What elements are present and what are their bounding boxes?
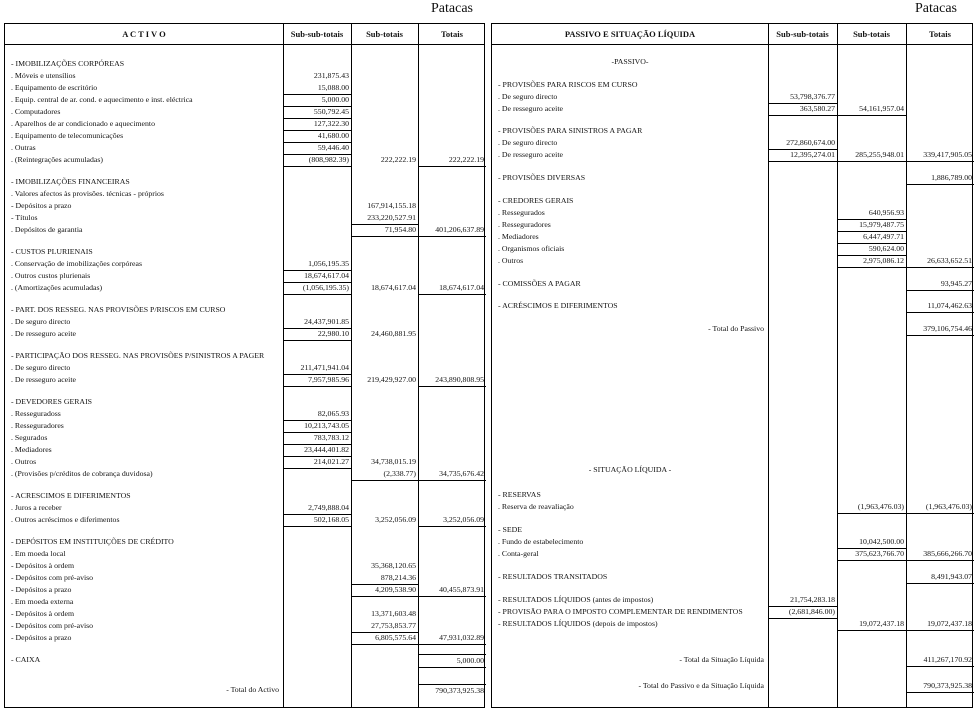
passivo-subsubtotal-value: 363,580.27 [768,103,837,116]
activo-subtotal-value: 13,371,603.48 [371,609,416,618]
activo-row [5,176,484,188]
passivo-row-label: - ACRÉSCIMOS E DIFERIMENTOS [498,301,618,310]
activo-row [5,188,484,200]
passivo-row [492,571,972,583]
activo-row [5,246,484,258]
activo-subsubtotal-value: 82,065.93 [283,408,351,421]
activo-row-label: . Mediadores [11,445,52,454]
passivo-row [492,300,972,312]
passivo-row-label: . De resseguro aceite [498,104,563,113]
activo-row-label: - PARTICIPAÇÃO DOS RESSEG. NAS PROVISÕES P/SINISTROS A PAGER [11,351,265,360]
activo-row-label: - Títulos [11,213,38,222]
activo-row [5,82,484,94]
activo-row [5,584,484,596]
activo-row-label: . Outros [11,457,37,466]
activo-row [5,608,484,620]
activo-row-label: . (Amortizações acumuladas) [11,283,103,292]
activo-row-label: - Depósitos a prazo [11,201,72,210]
passivo-subsubtotal-value: (2,681,846.00) [768,606,837,619]
activo-total-value: 243,890,808.95 [418,374,486,387]
activo-row-label: . Segurados [11,433,48,442]
activo-subsubtotal-value: 127,322.30 [283,118,351,131]
currency-label-right: Patacas [915,1,957,16]
passivo-row [492,137,972,149]
passivo-row-label: . Mediadores [498,232,539,241]
activo-row [5,224,484,236]
passivo-total-value: (1,963,476.03) [906,501,974,514]
activo-row [5,490,484,502]
passivo-row [492,255,972,267]
activo-row [5,58,484,70]
activo-row-label: . Juros a receber [11,503,62,512]
activo-table [4,23,485,708]
activo-header-totais: Totais [441,29,463,39]
activo-row [5,432,484,444]
activo-subsubtotal-value: 7,957,985.96 [283,374,351,387]
activo-header-subsubtotais: Sub-sub-totais [290,29,344,39]
activo-row-label: - Depósitos a prazo [11,633,72,642]
passivo-header-subsubtotais: Sub-sub-totais [776,29,829,39]
activo-subsubtotal-value: 2,749,888.04 [283,502,351,515]
activo-subsubtotal-value: 59,446.40 [283,142,351,155]
activo-subtotal-value: 219,429,927.00 [367,375,416,384]
activo-row-label: . Móveis e utensílios [11,71,76,80]
activo-subtotal-value: 27,753,853.77 [351,620,418,633]
passivo-row [492,464,972,476]
activo-total-value: 18,674,617.04 [418,282,486,295]
activo-subsubtotal-value: 18,674,617.04 [283,270,351,283]
activo-subsubtotal-value: 22,980.10 [283,328,351,341]
activo-row-label: - Depósitos a prazo [11,585,72,594]
activo-total-value: 5,000.00 [418,654,486,668]
passivo-row-label: - RESULTADOS TRANSITADOS [498,572,608,581]
passivo-row-label: . Resseguradores [498,220,551,229]
passivo-subtotal-value: 640,956.93 [837,207,906,220]
activo-row-label: . De resseguro aceite [11,329,76,338]
passivo-header-totais: Totais [929,29,951,39]
activo-subsubtotal-value: (808,982.39) [283,154,351,167]
passivo-row-label: - SITUAÇÃO LÍQUIDA - [588,465,672,474]
currency-label-left: Patacas [431,1,473,16]
activo-row [5,632,484,644]
passivo-row-label: - SEDE [498,525,523,534]
activo-row [5,444,484,456]
activo-row [5,596,484,608]
activo-row-label: - IMOBILIZAÇÕES CORPÓREAS [11,59,125,68]
activo-subsubtotal-value: 211,471,941.04 [283,362,351,375]
activo-header [5,24,484,45]
passivo-total-value: 19,072,437.18 [906,618,974,631]
passivo-header-label: PASSIVO E SITUAÇÃO LÍQUIDA [564,29,696,39]
passivo-row-label: - Total do Passivo e da Situação Líquida [638,681,764,690]
passivo-row [492,548,972,560]
passivo-row-label: - RESULTADOS LÍQUIDOS (antes de impostos) [498,595,654,604]
activo-row [5,94,484,106]
passivo-row [492,536,972,548]
passivo-subsubtotal-value: 272,860,674.00 [768,137,837,150]
passivo-total-value: 339,417,905.05 [906,149,974,162]
passivo-subsubtotal-value: 12,395,274.01 [768,149,837,162]
passivo-row [492,323,972,335]
passivo-row [492,278,972,290]
passivo-row-label: . De seguro directo [498,138,558,147]
activo-total-value: 40,455,873.91 [418,584,486,597]
activo-row-label: - Depósitos com pré-aviso [11,621,94,630]
activo-row [5,396,484,408]
activo-row-label: . Equipamento de telecomunicações [11,131,124,140]
passivo-row [492,654,972,666]
activo-row-label: . Em moeda externa [11,597,74,606]
passivo-total-value: 1,886,789.00 [906,172,974,185]
activo-row-label: - DEVEDORES GERAIS [11,397,92,406]
activo-subsubtotal-value: 15,088.00 [283,82,351,95]
passivo-row [492,489,972,501]
activo-subsubtotal-value: 783,783.12 [283,432,351,445]
passivo-row-label: - COMISSÕES A PAGAR [498,279,581,288]
activo-row-label: . De seguro directo [11,363,71,372]
activo-row [5,212,484,224]
passivo-total-value: 11,074,462.63 [906,300,974,313]
activo-row-label: . (Provisões p/créditos de cobrança duvidosa) [11,469,153,478]
activo-row-label: - Depósitos com pré-aviso [11,573,94,582]
passivo-row-label: - PROVISÕES DIVERSAS [498,173,586,182]
activo-row-label: . Outros acréscimos e diferimentos [11,515,120,524]
activo-row [5,154,484,166]
activo-row-label: . Em moeda local [11,549,66,558]
passivo-row [492,501,972,513]
passivo-total-value: 790,373,925.38 [906,680,974,693]
passivo-row [492,594,972,606]
activo-row-label: . Resseguradoss [11,409,61,418]
passivo-total-value: 26,633,652.51 [906,255,974,268]
passivo-subtotal-value: 10,042,500.00 [837,536,906,549]
activo-row-label: . Conservação de imobilizações corpóreas [11,259,142,268]
passivo-row-label: - RESERVAS [498,490,541,499]
activo-row-label: - CUSTOS PLURIENAIS [11,247,93,256]
passivo-row [492,618,972,630]
activo-row-label: . Valores afectos às provisões. técnicas - próprios [11,189,164,198]
passivo-row [492,680,972,692]
activo-subtotal-value: 71,954.80 [351,224,418,237]
activo-subtotal-value: 18,674,617.04 [371,283,416,292]
passivo-row [492,103,972,115]
activo-row-label: - CAIXA [11,655,41,664]
passivo-total-value: 93,945.27 [906,278,974,291]
passivo-row-label: . Outros [498,256,524,265]
passivo-row [492,219,972,231]
activo-row-label: . De seguro directo [11,317,71,326]
activo-row [5,328,484,340]
passivo-row-label: - PROVISÕES PARA RISCOS EM CURSO [498,80,638,89]
activo-row [5,258,484,270]
passivo-subtotal-value: 375,623,766.70 [837,548,906,561]
activo-row [5,316,484,328]
passivo-total-value: 8,491,943.07 [906,571,974,584]
activo-total-value: 401,206,637.89 [418,224,486,237]
activo-subsubtotal-value: 231,875.43 [313,71,349,80]
activo-subsubtotal-value: 502,168.05 [283,514,351,527]
activo-row-label: - Depósitos à ordem [11,561,75,570]
activo-row [5,468,484,480]
passivo-total-value: 385,666,266.70 [906,548,974,561]
activo-row [5,408,484,420]
activo-subtotal-value: 878,214.36 [351,572,418,585]
activo-row [5,548,484,560]
activo-row-label: . Computadores [11,107,61,116]
passivo-table [491,23,973,708]
activo-subsubtotal-value: 550,792.45 [283,106,351,119]
passivo-subtotal-value: 19,072,437.18 [837,618,906,631]
activo-row-label: . Depósitos de garantia [11,225,83,234]
activo-row [5,118,484,130]
passivo-row [492,195,972,207]
activo-subsubtotal-value: (1,056,195.35) [283,282,351,295]
passivo-header [492,24,972,45]
passivo-row-label: - Total da Situação Líquida [679,655,764,664]
passivo-row [492,125,972,137]
activo-subsubtotal-value: 5,000.00 [283,94,351,107]
activo-subsubtotal-value: 41,680.00 [283,130,351,143]
activo-subtotal-value: 233,220,527.91 [351,212,418,225]
passivo-total-value: 379,106,754.46 [906,323,974,336]
activo-row-label: . (Reintegrações acumuladas) [11,155,104,164]
activo-subtotal-value: 35,368,120.65 [371,561,416,570]
passivo-subtotal-value: 590,624.00 [837,243,906,256]
activo-row [5,572,484,584]
passivo-total-value: 411,267,170.92 [906,654,974,667]
activo-total-value: 790,373,925.38 [418,684,486,697]
passivo-row-label: - PROVISÃO PARA O IMPOSTO COMPLEMENTAR DE RENDIMENTOS [498,607,743,616]
activo-header-subtotais: Sub-totais [366,29,403,39]
activo-total-value: 3,252,056.09 [418,514,486,527]
passivo-row-label: . De resseguro aceite [498,150,563,159]
activo-row [5,130,484,142]
activo-row [5,106,484,118]
passivo-subtotal-value: 15,979,487.75 [837,219,906,232]
activo-row [5,142,484,154]
activo-subtotal-value: (2,338.77) [351,468,418,481]
passivo-subtotal-value: 6,447,497.71 [837,231,906,244]
activo-subtotal-value: 4,209,538.90 [351,584,418,597]
activo-subtotal-value: 3,252,056.09 [375,515,416,524]
passivo-row-label: -PASSIVO- [611,57,649,66]
activo-subtotal-value: 167,914,155.18 [367,201,416,210]
passivo-subtotal-value: 285,255,948.01 [837,149,906,162]
passivo-row [492,231,972,243]
passivo-subsubtotal-value: 21,754,283.18 [768,594,837,607]
activo-row-label: - Total do Activo [226,685,279,694]
activo-row-label: - PART. DOS RESSEG. NAS PROVISÕES P/RISCOS EM CURSO [11,305,226,314]
activo-header-label: A C T I V O [122,29,166,39]
passivo-row-label: . Ressegurados [498,208,545,217]
passivo-row-label: - RESULTADOS LÍQUIDOS (depois de impostos) [498,619,658,628]
passivo-subsubtotal-value: 53,798,376.77 [768,91,837,104]
activo-subsubtotal-value: 23,444,401.82 [283,444,351,457]
activo-subtotal-value: 222,222.19 [380,155,416,164]
activo-row-label: . Outros custos plurienais [11,271,91,280]
activo-row-label: - ACRESCIMOS E DIFERIMENTOS [11,491,131,500]
activo-subsubtotal-value: 10,213,743.05 [283,420,351,433]
activo-row-label: . Equip. central de ar. cond. e aquecimento e inst. eléctrica [11,95,193,104]
passivo-row [492,524,972,536]
activo-total-value: 222,222.19 [418,154,486,167]
activo-row-label: - DEPÓSITOS EM INSTITUIÇÕES DE CRÉDITO [11,537,174,546]
activo-subsubtotal-value: 24,437,901.85 [283,316,351,329]
passivo-row [492,207,972,219]
passivo-row-label: - Total do Passivo [708,324,764,333]
passivo-row-label: - PROVISÕES PARA SINISTROS A PAGAR [498,126,643,135]
activo-row [5,350,484,362]
passivo-row-label: . Conta-geral [498,549,539,558]
passivo-row-label: . De seguro directo [498,92,558,101]
activo-row [5,420,484,432]
activo-row-label: . Outras [11,143,36,152]
passivo-header-subtotais: Sub-totais [853,29,890,39]
activo-row [5,456,484,468]
activo-row-label: . Equipamento de escritório [11,83,98,92]
passivo-row [492,172,972,184]
activo-subtotal-value: 24,460,881.95 [371,329,416,338]
activo-row [5,502,484,514]
activo-row-label: . Aparelhos de ar condicionado e aquecimento [11,119,155,128]
activo-row-label: . De resseguro aceite [11,375,76,384]
passivo-row [492,79,972,91]
passivo-subtotal-value: (1,963,476.03) [837,501,906,514]
activo-row [5,270,484,282]
activo-row [5,70,484,82]
passivo-row [492,91,972,103]
activo-subtotal-value: 6,805,575.64 [351,632,418,645]
activo-row [5,282,484,294]
passivo-row-label: . Fundo de estabelecimento [498,537,584,546]
activo-row [5,654,484,666]
activo-row [5,514,484,526]
activo-subtotal-value: 34,738,015.19 [371,457,416,466]
activo-total-value: 34,735,676.42 [418,468,486,481]
activo-row [5,374,484,386]
activo-row-label: . Resseguradores [11,421,64,430]
activo-row [5,620,484,632]
passivo-row-label: . Reserva de reavaliação [498,502,574,511]
activo-row [5,684,484,696]
passivo-row [492,243,972,255]
passivo-row [492,56,972,68]
activo-total-value: 47,931,032.89 [418,632,486,645]
passivo-row [492,149,972,161]
activo-row [5,362,484,374]
activo-row [5,304,484,316]
passivo-row-label: - CREDORES GERAIS [498,196,574,205]
activo-subsubtotal-value: 1,056,195.35 [283,258,351,271]
activo-row [5,560,484,572]
activo-row [5,200,484,212]
activo-row [5,536,484,548]
activo-row-label: - Depósitos à ordem [11,609,75,618]
passivo-row [492,606,972,618]
passivo-subtotal-value: 54,161,957.04 [837,103,906,116]
activo-subsubtotal-value: 214,021.27 [283,456,351,469]
activo-row-label: - IMOBILIZAÇÕES FINANCEIRAS [11,177,130,186]
passivo-subtotal-value: 2,975,086.12 [837,255,906,268]
passivo-row-label: . Organismos oficiais [498,244,565,253]
